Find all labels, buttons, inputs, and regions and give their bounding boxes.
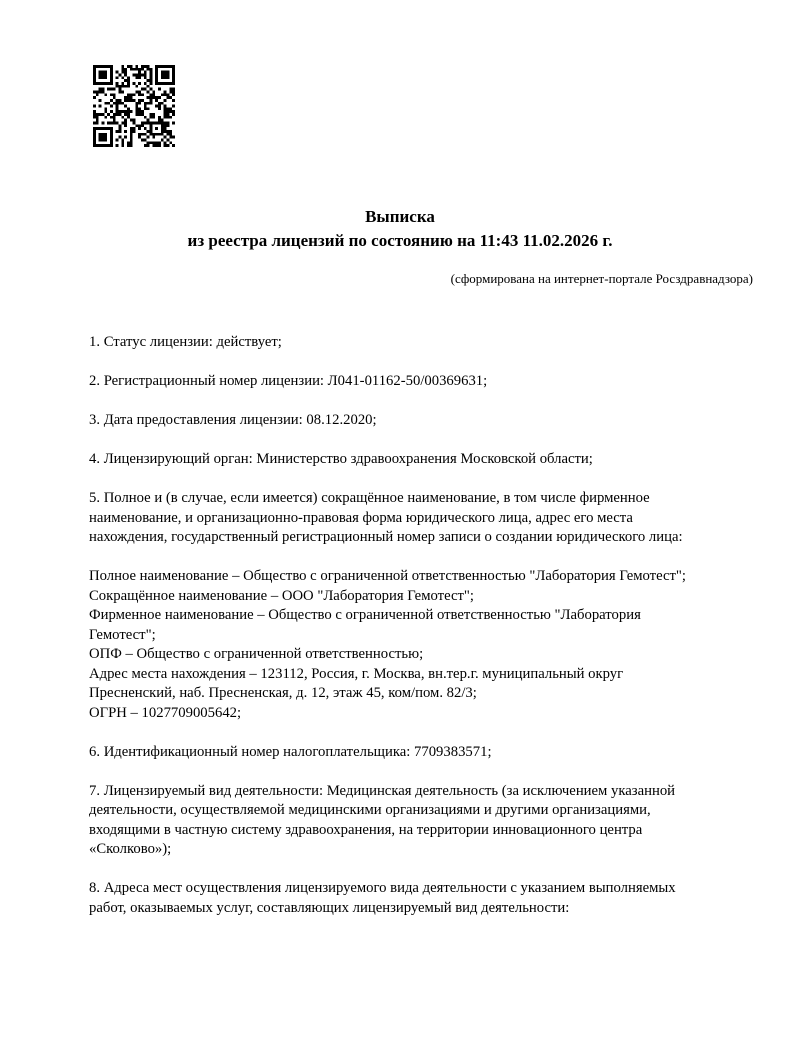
- text-line: 5. Полное и (в случае, если имеется) сокращённое наименование, в том числе фирменное: [89, 490, 650, 506]
- paragraph-status: [89, 333, 789, 353]
- text-line: ОГРН – 1027709005642;: [89, 704, 242, 721]
- text-line: Адрес места нахождения – 123112, Россия, г. Москва, вн.тер.г. муниципальный округ: [89, 665, 624, 682]
- text-line: 6. Идентификационный номер налогоплательщика: 7709383571;: [89, 743, 492, 760]
- title-line-2: из реестра лицензий по состоянию на 11:43 11.02.2026 г.: [187, 231, 613, 250]
- document-body: [89, 333, 789, 938]
- text-line: Гемотест";: [89, 626, 156, 643]
- text-line: Полное наименование – Общество с ограниченной ответственностью "Лаборатория Гемотест";: [89, 568, 686, 584]
- paragraph-org-details: [89, 567, 789, 723]
- title-line-1: Выписка: [365, 207, 435, 226]
- qr-code: [93, 65, 175, 147]
- generated-note: (сформирована на интернет-портале Росздравнадзора): [450, 271, 753, 286]
- paragraph-name-heading: [89, 489, 789, 548]
- paragraph-activity-type: [89, 782, 789, 860]
- paragraph-licensing-authority: [89, 450, 789, 470]
- paragraph-activity-addresses: [89, 879, 789, 918]
- text-line: Фирменное наименование – Общество с ограниченной ответственностью "Лаборатория: [89, 607, 641, 623]
- text-line: Сокращённое наименование – ООО "Лаборатория Гемотест";: [89, 587, 474, 604]
- text-line: 8. Адреса мест осуществления лицензируемого вида деятельности с указанием выполняемых: [89, 880, 676, 896]
- document-title: [20, 205, 780, 253]
- text-line: работ, оказываемых услуг, составляющих лицензируемый вид деятельности:: [89, 899, 570, 916]
- text-line: 1. Статус лицензии: действует;: [89, 334, 282, 350]
- text-line: входящими в частную систему здравоохранения, на территории инновационного центра: [89, 821, 643, 838]
- text-line: ОПФ – Общество с ограниченной ответственностью;: [89, 646, 424, 662]
- text-line: деятельности, осуществляемой медицинскими организациями и другими организациями,: [89, 802, 651, 818]
- text-line: наименование, и организационно-правовая форма юридического лица, адрес его места: [89, 509, 633, 526]
- text-line: 2. Регистрационный номер лицензии: Л041-01162-50/00369631;: [89, 373, 488, 389]
- paragraph-license-date: [89, 411, 789, 431]
- text-line: «Сколково»);: [89, 841, 172, 857]
- paragraph-registration-number: [89, 372, 789, 392]
- paragraph-inn: [89, 743, 789, 763]
- text-line: нахождения, государственный регистрационный номер записи о создании юридического лица:: [89, 529, 683, 545]
- text-line: Пресненский, наб. Пресненская, д. 12, этаж 45, ком/пом. 82/3;: [89, 685, 477, 701]
- text-line: 7. Лицензируемый вид деятельности: Медицинская деятельность (за исключением указанной: [89, 782, 676, 799]
- qr-code-icon: [93, 65, 175, 147]
- text-line: 4. Лицензирующий орган: Министерство здравоохранения Московской области;: [89, 451, 593, 467]
- text-line: 3. Дата предоставления лицензии: 08.12.2020;: [89, 412, 377, 428]
